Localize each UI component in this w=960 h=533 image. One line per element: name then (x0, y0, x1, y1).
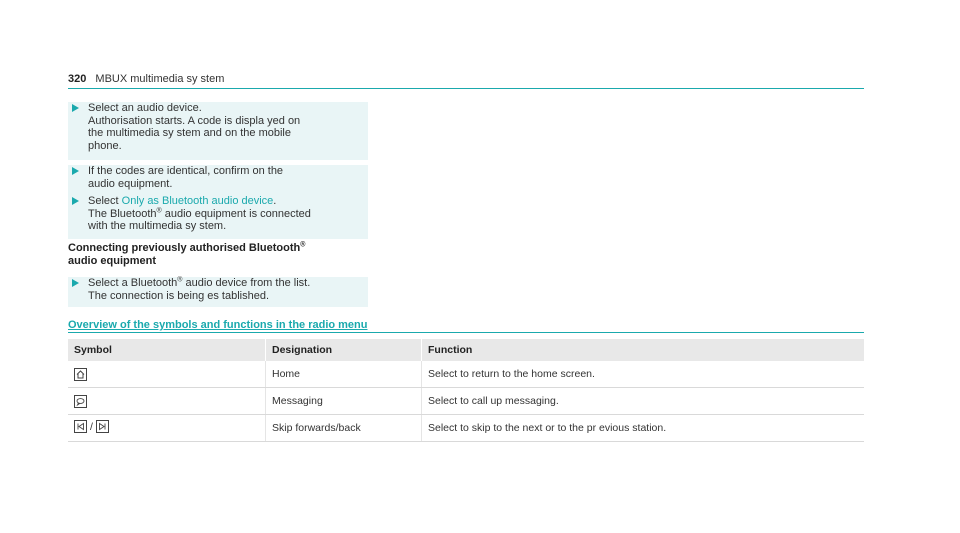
step-arrow-icon (72, 279, 79, 287)
column-header-designation: Designation (266, 339, 422, 361)
section-title: Overview of the symbols and functions in the radio menu (68, 319, 864, 333)
skip-back-icon (74, 420, 87, 433)
step-text: Select an audio device. (88, 102, 202, 114)
table-row (68, 388, 864, 415)
only-bluetooth-audio-link[interactable]: Only as Bluetooth audio device (121, 195, 274, 207)
instruction-step-4 (68, 277, 368, 307)
page-header-title: MBUX multimedia sy stem (95, 73, 225, 85)
registered-mark: ® (177, 276, 183, 284)
step-text: Select (88, 195, 122, 207)
page-header (68, 72, 864, 89)
subheading-text: Connecting previously authorised Bluetooth (68, 242, 301, 254)
column-header-function: Function (422, 339, 865, 361)
page-number: 320 (68, 73, 87, 85)
step-text: audio device from the list. (182, 277, 311, 289)
step-text: Authorisation starts. A code is displa yed on (88, 114, 301, 127)
symbol-cell (68, 361, 266, 388)
step-text: If the codes are identical, confirm on the (88, 165, 284, 177)
step-arrow-icon (72, 167, 79, 175)
function-cell: Select to return to the home screen. (422, 361, 865, 388)
symbol-separator: / (90, 420, 93, 433)
step-text: the multimedia sy stem and on the mobile (88, 127, 291, 139)
step-text: . (273, 195, 277, 207)
symbol-cell (68, 415, 266, 442)
step-text: Select a Bluetooth (88, 277, 178, 289)
subheading-text: audio equipment (68, 254, 156, 267)
step-text: with the multimedia sy stem. (88, 220, 227, 232)
step-text: The connection is being es tablished. (88, 289, 270, 302)
step-arrow-icon (72, 104, 79, 112)
table-row (68, 361, 864, 388)
instruction-step-3 (68, 195, 368, 239)
step-text: audio equipment is connected (161, 207, 311, 220)
step-arrow-icon (72, 197, 79, 205)
designation-cell: Home (266, 361, 422, 388)
step-text: The Bluetooth (88, 207, 157, 220)
symbols-table (68, 339, 864, 442)
symbol-cell (68, 388, 266, 415)
function-cell: Select to call up messaging. (422, 388, 865, 415)
subheading (68, 242, 368, 267)
table-row (68, 415, 864, 442)
designation-cell: Messaging (266, 388, 422, 415)
function-cell: Select to skip to the next or to the pr evious station. (422, 415, 865, 442)
designation-cell: Skip forwards/back (266, 415, 422, 442)
registered-mark: ® (156, 206, 162, 214)
column-header-symbol: Symbol (68, 339, 266, 361)
table-header-row (68, 339, 864, 361)
step-text: phone. (88, 139, 122, 152)
registered-mark: ® (300, 241, 306, 249)
step-text: audio equipment. (88, 177, 173, 190)
home-icon (74, 368, 87, 381)
skip-forward-icon (96, 420, 109, 433)
instruction-step-1 (68, 102, 368, 160)
messaging-icon (74, 395, 87, 408)
instruction-step-2 (68, 165, 368, 195)
